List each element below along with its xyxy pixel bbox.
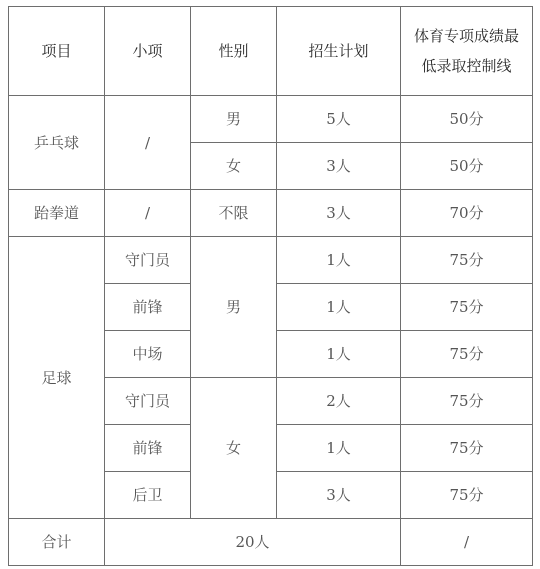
header-score-line2: 低录取控制线 (421, 57, 512, 75)
cell-score (401, 425, 533, 472)
gender-text: 不限 (218, 204, 249, 222)
header-plan-text: 招生计划 (308, 42, 369, 60)
item-taekwondo: 跆拳道 (33, 204, 79, 222)
plan-text: 2人 (326, 392, 351, 410)
cell-score (401, 378, 533, 425)
cell-plan (277, 378, 401, 425)
header-row (9, 7, 533, 96)
cell-sub-taekwondo (105, 190, 191, 237)
cell-total-plan (105, 519, 401, 566)
gender-football-male: 男 (225, 298, 241, 316)
sub-text: 前锋 (132, 439, 163, 457)
total-score: / (463, 533, 470, 551)
plan-text: 5人 (326, 110, 351, 128)
admission-quota-table (8, 6, 533, 566)
header-gender (191, 7, 277, 96)
cell-gender-football-male (191, 237, 277, 378)
score-text: 50分 (449, 157, 484, 175)
sub-text: 中场 (132, 345, 163, 363)
cell-plan (277, 190, 401, 237)
gender-football-female: 女 (225, 439, 241, 457)
header-gender-text: 性别 (218, 42, 249, 60)
header-sub (105, 7, 191, 96)
cell-sub (105, 331, 191, 378)
cell-gender (191, 143, 277, 190)
total-plan: 20人 (235, 533, 270, 551)
total-row (9, 519, 533, 566)
plan-text: 1人 (326, 298, 351, 316)
plan-text: 3人 (326, 486, 351, 504)
score-text: 50分 (449, 110, 484, 128)
sub-text: 守门员 (124, 251, 170, 269)
header-item (9, 7, 105, 96)
table-row (9, 237, 533, 284)
sub-pingpong: / (144, 133, 151, 152)
score-text: 75分 (449, 251, 484, 269)
cell-plan (277, 96, 401, 143)
header-item-text: 项目 (41, 42, 72, 60)
cell-sub (105, 378, 191, 425)
cell-score (401, 284, 533, 331)
cell-score (401, 472, 533, 519)
score-text: 75分 (449, 298, 484, 316)
total-label: 合计 (41, 533, 72, 551)
header-score-line1: 体育专项成绩最 (413, 27, 519, 45)
cell-plan (277, 284, 401, 331)
score-text: 75分 (449, 439, 484, 457)
table-body (9, 96, 533, 566)
table-row (9, 96, 533, 143)
cell-total-score (401, 519, 533, 566)
plan-text: 1人 (326, 251, 351, 269)
cell-score (401, 331, 533, 378)
score-text: 75分 (449, 486, 484, 504)
sub-text: 守门员 (124, 392, 170, 410)
cell-sub (105, 237, 191, 284)
gender-text: 男 (225, 110, 241, 128)
plan-text: 1人 (326, 345, 351, 363)
plan-text: 3人 (326, 157, 351, 175)
cell-sub (105, 284, 191, 331)
plan-text: 1人 (326, 439, 351, 457)
item-pingpong: 乒乓球 (33, 133, 79, 152)
cell-item-football (9, 237, 105, 519)
cell-plan (277, 472, 401, 519)
cell-score (401, 237, 533, 284)
header-plan (277, 7, 401, 96)
table-row (9, 190, 533, 237)
cell-plan (277, 425, 401, 472)
cell-score (401, 96, 533, 143)
cell-score (401, 143, 533, 190)
cell-sub (105, 425, 191, 472)
item-football: 足球 (41, 368, 72, 387)
sub-text: 前锋 (132, 298, 163, 316)
gender-text: 女 (225, 157, 241, 175)
cell-plan (277, 331, 401, 378)
score-text: 75分 (449, 345, 484, 363)
cell-item-pingpong (9, 96, 105, 190)
sub-text: 后卫 (132, 486, 163, 504)
table-header (9, 7, 533, 96)
sub-taekwondo: / (144, 204, 151, 222)
cell-plan (277, 237, 401, 284)
header-sub-text: 小项 (132, 42, 163, 60)
cell-total-label (9, 519, 105, 566)
cell-score (401, 190, 533, 237)
score-text: 70分 (449, 204, 484, 222)
cell-gender (191, 190, 277, 237)
score-text: 75分 (449, 392, 484, 410)
cell-gender-football-female (191, 378, 277, 519)
plan-text: 3人 (326, 204, 351, 222)
cell-item-taekwondo (9, 190, 105, 237)
cell-gender (191, 96, 277, 143)
header-score (401, 7, 533, 96)
cell-plan (277, 143, 401, 190)
cell-sub-pingpong (105, 96, 191, 190)
cell-sub (105, 472, 191, 519)
